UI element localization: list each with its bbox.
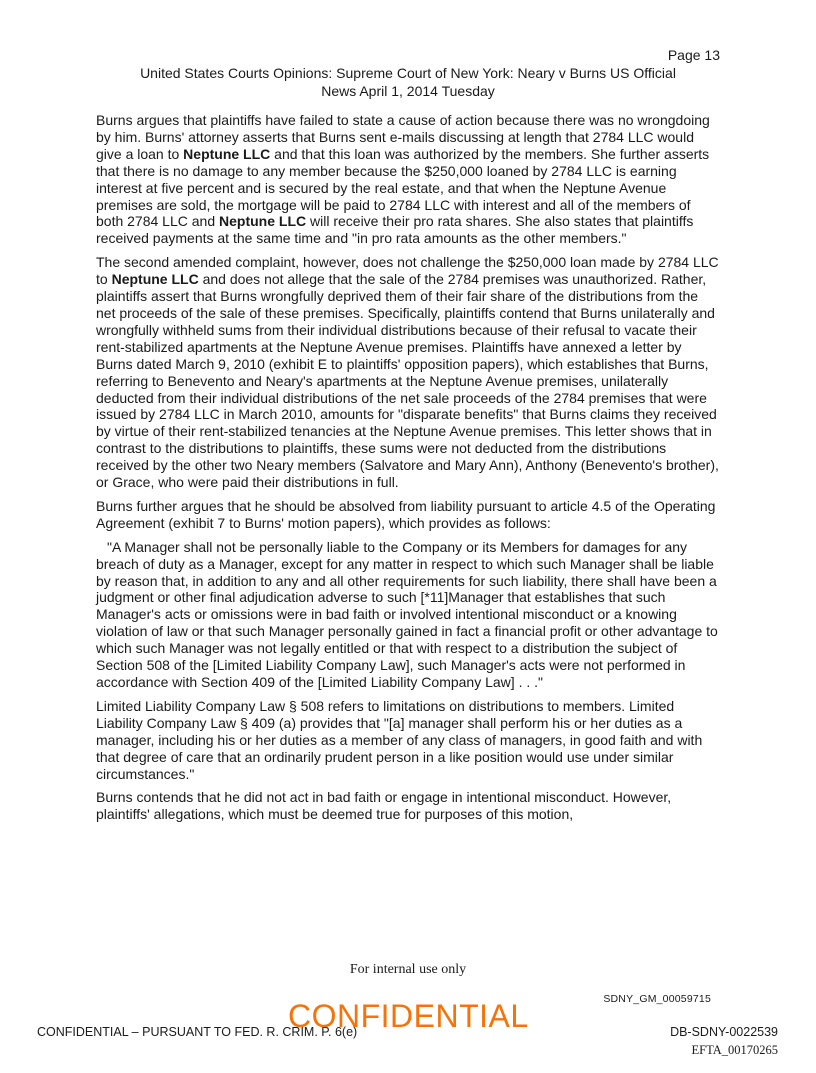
- paragraph-second-amended-complaint: The second amended complaint, however, does not challenge the $250,000 loan made by 2784 LLC to Neptune LLC and does not allege that the sale of the 2784 premises was unauthorized. Rather, plaintiffs assert that Burns wrongfully deprived them of their fair share of the distributions from the net proceeds of the sale of these premises. Specifically, plaintiffs contend that Burns unilaterally and wrongfully withheld sums from their individual distributions because of their refusal to vacate their rent-stabilized apartments at the Neptune Avenue premises. Plaintiffs have annexed a letter by Burns dated March 9, 2010 (exhibit E to plaintiffs' opposition papers), which establishes that Burns, referring to Benevento and Neary's apartments at the Neptune Avenue premises, unilaterally deducted from their individual distributions of the net sale proceeds of the 2784 premises that were issued by 2784 LLC in March 2010, amounts for "disparate benefits" that Burns claims they received by virtue of their rent-stabilized tenancies at the Neptune Avenue premises. This letter shows that in contrast to the distributions to plaintiffs, these sums were not deducted from the distributions received by the other two Neary members (Salvatore and Mary Ann), Anthony (Benevento's brother), or Grace, who were paid their distributions in full.: [96, 254, 719, 491]
- confidential-stamp: CONFIDENTIAL: [288, 998, 529, 1034]
- paragraph-article-quote: "A Manager shall not be personally liable to the Company or its Members for damages for any breach of duty as a Manager, except for any matter in respect to which such Manager shall be liable by reason that, in addition to any and all other requirements for such liability, there shall have been a judgment or other final adjudication adverse to such [*11]Manager that establishes that such Manager's acts or omissions were in bad faith or involved intentional misconduct or a knowing violation of law or that such Manager personally gained in fact a financial profit or other advantage to which such Manager was not legally entitled or that with respect to a distribution the subject of Section 508 of the [Limited Liability Company Law], such Manager's acts were not performed in accordance with Section 409 of the [Limited Liability Company Law] . . .": [96, 538, 718, 690]
- running-head-line-2: News April 1, 2014 Tuesday: [321, 83, 495, 99]
- bates-number-sdny-gm: SDNY_GM_00059715: [603, 993, 711, 1005]
- internal-use-notice: For internal use only: [349, 962, 467, 977]
- party-name-bold: Neptune LLC: [183, 145, 271, 162]
- efta-id: EFTA_00170265: [691, 1043, 778, 1057]
- paragraph-llc-law: Limited Liability Company Law § 508 refers to limitations on distributions to members. Limited Liability Company Law § 409 (a) provides that "[a] manager shall perform his or her duties as a manager, including his or her duties as a member of any class of managers, in good faith and with that degree of care that an ordinarily prudent person in a like position would use under similar circumstances.": [96, 697, 703, 782]
- confidential-notice: CONFIDENTIAL – PURSUANT TO FED. R. CRIM. P. 6(e): [37, 1025, 358, 1039]
- paragraph-burns-argues: Burns argues that plaintiffs have failed to state a cause of action because there was no wrongdoing by him. Burns' attorney asserts that Burns sent e-mails discussing at length that 2784 LLC would give a loan to Neptune LLC and that this loan was authorized by the members. She further asserts that there is no damage to any member because the $250,000 loaned by 2784 LLC is earning interest at five percent and is secured by the real estate, and that when the Neptune Avenue premises are sold, the mortgage will be paid to 2784 LLC with interest and all of the members of both 2784 LLC and Neptune LLC will receive their pro rata shares. She also states that plaintiffs received payments at the same time and "in pro rata amounts as the other members.": [96, 112, 710, 247]
- party-name-bold: Neptune LLC: [111, 271, 199, 288]
- paragraph-operating-agreement: Burns further argues that he should be absolved from liability pursuant to article 4.5 of the Operating Agreement (exhibit 7 to Burns' motion papers), which provides as follows:: [96, 497, 716, 531]
- paragraph-bad-faith: Burns contends that he did not act in bad faith or engage in intentional misconduct. However, plaintiffs' allegations, which must be deemed true for purposes of this motion,: [96, 789, 672, 823]
- running-head: [96, 64, 720, 100]
- bates-number-db-sdny: DB-SDNY-0022539: [670, 1025, 778, 1039]
- opinion-body: [96, 112, 720, 830]
- page-number: Page 13: [667, 47, 720, 63]
- party-name-bold: Neptune LLC: [219, 213, 307, 230]
- running-head-line-1: United States Courts Opinions: Supreme Court of New York: Neary v Burns US Official: [140, 65, 676, 81]
